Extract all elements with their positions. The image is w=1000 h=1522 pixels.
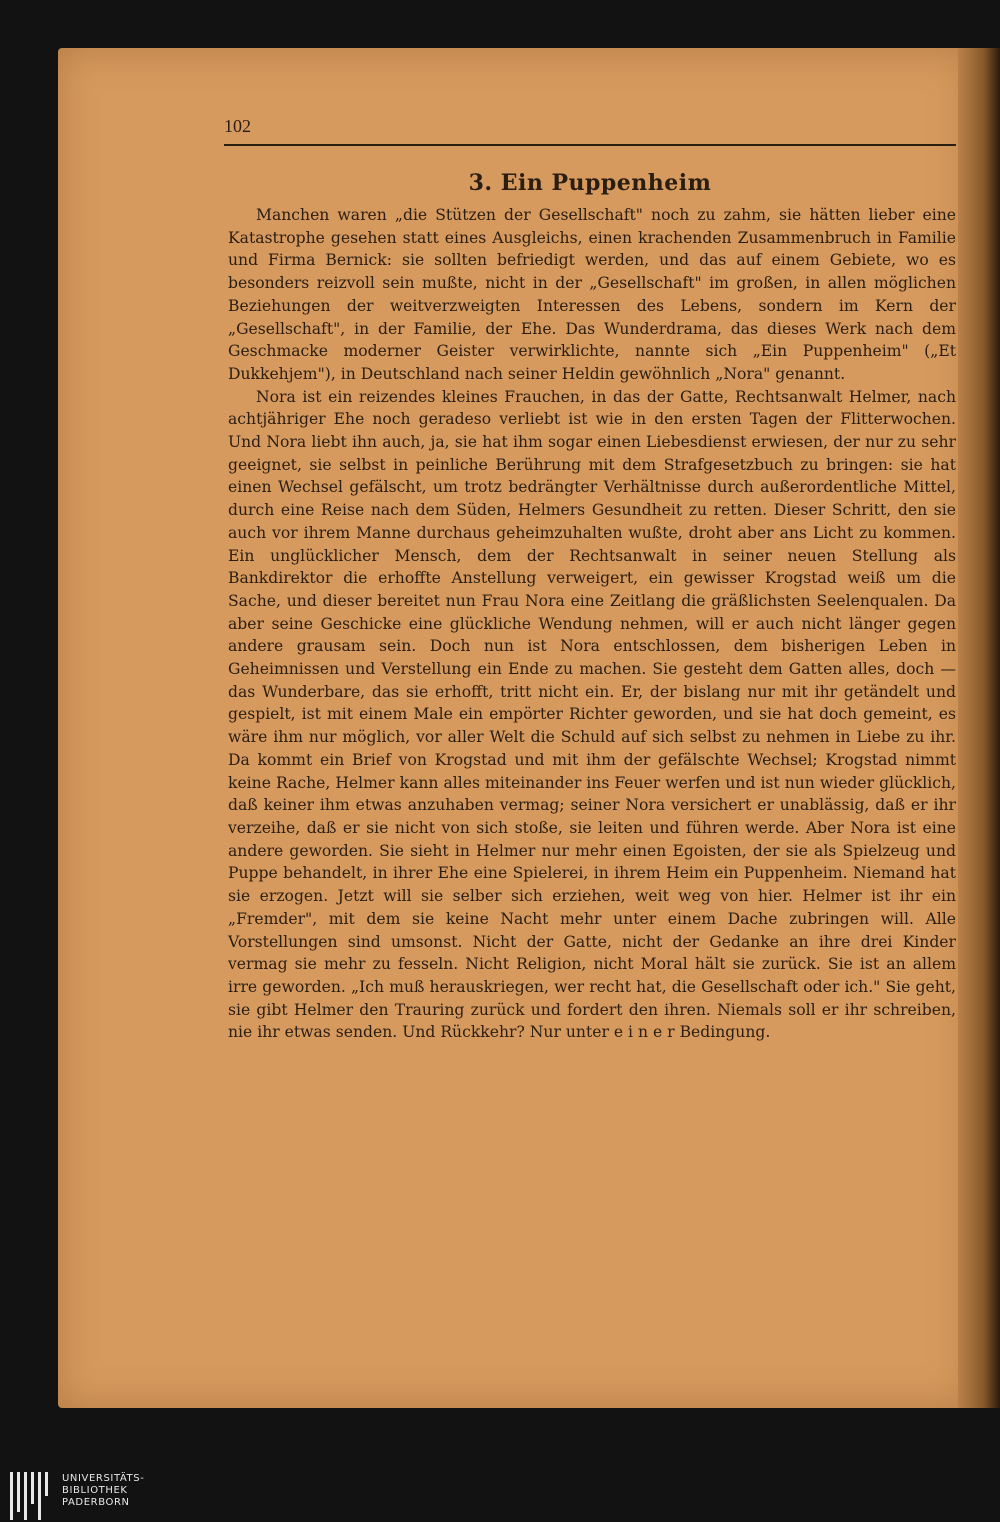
paragraph-2: Nora ist ein reizendes kleines Frauchen, in das der Gatte, Rechtsanwalt Helmer, nach achtjähriger Ehe noch geradeso verliebt ist wie in den ersten Tagen der Flitterwochen. Und Nora liebt ihn auch, ja, sie hat ihm sogar einen Liebesdienst erwiesen, der nur zu sehr geeignet, sie selbst in peinliche Berührung mit dem Strafgesetzbuch zu bringen: sie hat einen Wechsel gefälscht, um trotz bedrängter Verhältnisse durch außerordentliche Mittel, durch eine Reise nach dem Süden, Helmers Gesundheit zu retten. Dieser Schritt, den sie auch vor ihrem Manne durchaus geheimzuhalten wußte, droht aber ans Licht zu kommen. Ein unglücklicher Mensch, dem der Rechtsanwalt in seiner neuen Stellung als Bankdirektor die erhoffte Anstellung verweigert, ein gewisser Krogstad weiß um die Sache, und dieser bereitet nun Frau Nora eine Zeitlang die gräßlichsten Seelenqualen. Da aber seine Geschicke eine glückliche Wendung nehmen, will er auch nicht länger gegen andere grausam sein. Doch nun ist Nora entschlossen, dem bisherigen Leben in Geheimnissen und Verstellung ein Ende zu machen. Sie gesteht dem Gatten alles, doch — das Wunderbare, das sie erhofft, tritt nicht ein. Er, der bislang nur mit ihr getändelt und gespielt, ist mit einem Male ein empörter Richter geworden, und sie hat doch gemeint, es wäre ihm nur möglich, vor aller Welt die Schuld auf sich selbst zu nehmen in Liebe zu ihr. Da kommt ein Brief von Krogstad und mit ihm der gefälschte Wechsel; Krogstad nimmt keine Rache, Helmer kann alles miteinander ins Feuer werfen und ist nun wieder glücklich, daß keiner ihm etwas anzuhaben vermag; seiner Nora versichert er unablässig, daß er ihr verzeihe, daß er sie nicht von sich stoße, sie leiten und führen werde. Aber Nora ist eine andere geworden. Sie sieht in Helmer nur mehr einen Egoisten, der sie als Spielzeug und Puppe behandelt, in ihrer Ehe eine Spielerei, in ihrem Heim ein Puppenheim. Niemand hat sie erzogen. Jetzt will sie selber sich erziehen, weit weg von hier. Helmer ist ihr ein „Fremder", mit dem sie keine Nacht mehr unter einem Dache zubringen will. Alle Vorstellungen sind umsonst. Nicht der Gatte, nicht der Gedanke an ihre drei Kinder vermag sie mehr zu fesseln. Nicht Religion, nicht Moral hält sie zurück. Sie ist an allem irre geworden. „Ich muß herauskriegen, wer recht hat, die Gesellschaft oder ich." Sie geht, sie gibt Helmer den Trauring zurück und fordert den ihren. Niemals soll er ihr schreiben, nie ihr etwas senden. Und Rückkehr? Nur unter e i n e r Bedingung. <box>228 387 956 1042</box>
chapter-title: 3. Ein Puppenheim <box>468 170 712 196</box>
library-logo-line1: UNIVERSITÄTS- <box>62 1473 145 1484</box>
library-logo-text <box>62 1473 144 1509</box>
body-text <box>228 204 956 1044</box>
page-header <box>224 112 956 146</box>
paragraph-1: Manchen waren „die Stützen der Gesellschaft" noch zu zahm, sie hätten lieber eine Katastrophe gesehen statt eines Ausgleichs, einen krachenden Zusammenbruch in Familie und Firma Bernick: sie sollten befriedigt werden, und das auf einem Gebiete, wo es besonders reizvoll sein mußte, nicht in der „Gesellschaft" im großen, in allen möglichen Beziehungen der weitverzweigten Interessen des Lebens, sondern im Kern der „Gesellschaft", in der Familie, der Ehe. Das Wunderdrama, das dieses Werk nach dem Geschmacke moderner Geister verwirklichte, nannte sich „Ein Puppenheim" („Et Dukkehjem"), in Deutschland nach seiner Heldin gewöhnlich „Nora" genannt. <box>228 206 956 383</box>
library-logo-icon <box>10 1472 54 1520</box>
library-logo-line3: PADERBORN <box>62 1497 130 1508</box>
book-spine <box>958 48 1000 1408</box>
library-logo-line2: BIBLIOTHEK <box>62 1485 128 1496</box>
page-number: 102 <box>224 116 251 136</box>
library-logo <box>10 1472 210 1520</box>
